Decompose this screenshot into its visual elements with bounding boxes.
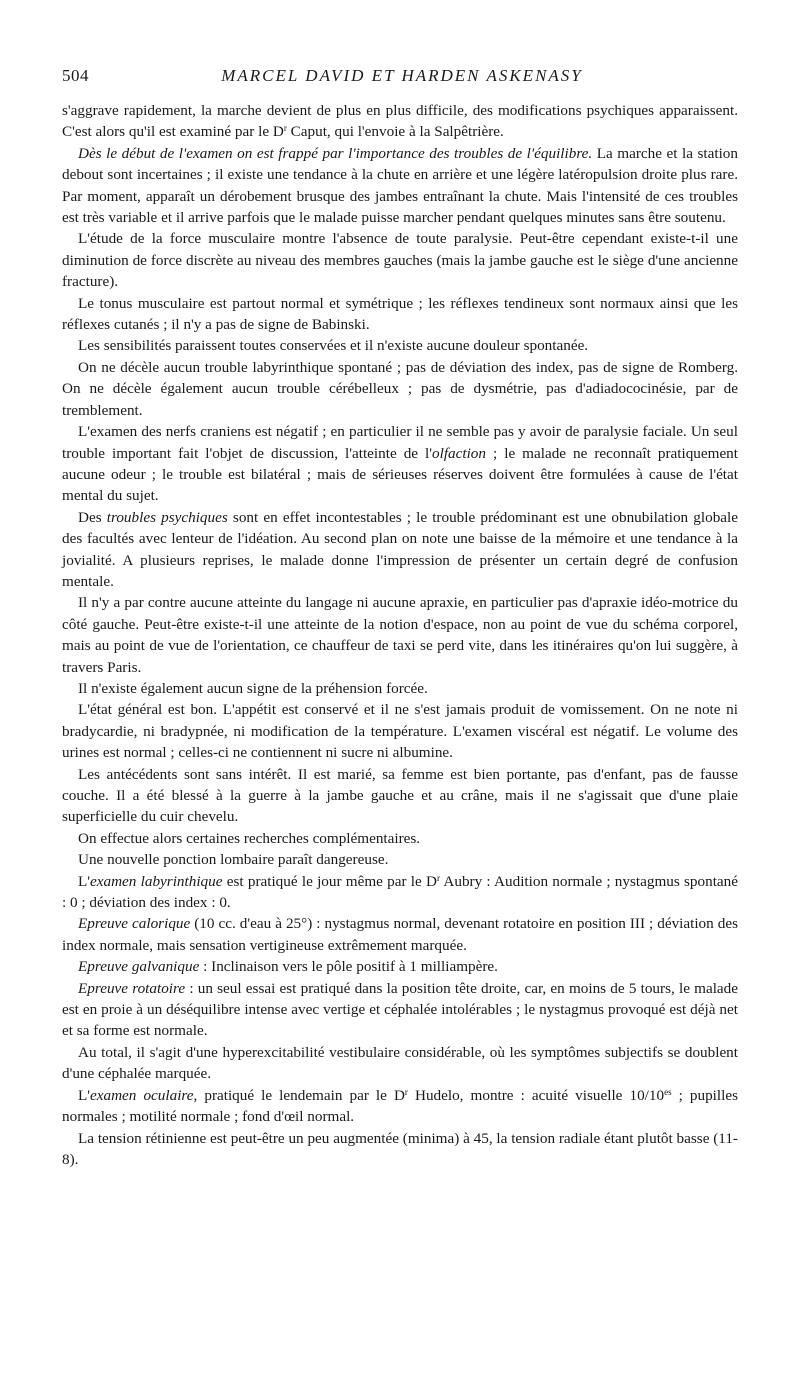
paragraph: Au total, il s'agit d'une hyperexcitabilité vestibulaire considérable, où les symptômes subjectifs se doublent d'une céphalée marquée. bbox=[62, 1043, 738, 1083]
paragraph: s'aggrave rapidement, la marche devient de plus en plus difficile, des modifications psychiques apparaissent. C'est alors qu'il est examiné par le $D^r$ Caput, qui l'envoie à la Salpêtrière. bbox=[62, 102, 738, 141]
paragraph: Une nouvelle ponction lombaire paraît dangereuse. bbox=[78, 851, 389, 869]
paragraph: Les sensibilités paraissent toutes conservées et il n'existe aucune douleur spontanée. bbox=[78, 337, 589, 355]
paragraph: L'étude de la force musculaire montre l'absence de toute paralysie. Peut-être cependant existe-t-il une diminution de force discrète au niveau des membres gauches (mais la jambe gauche est le siège d'une ancienne fracture). bbox=[62, 230, 738, 291]
page-number: 504 bbox=[62, 66, 89, 85]
paragraph: Le tonus musculaire est partout normal et symétrique ; les réflexes tendineux sont normaux ainsi que les réflexes cutanés ; il n'y a pas de signe de Babinski. bbox=[62, 294, 738, 334]
paragraph: La tension rétinienne est peut-être un peu augmentée (minima) à 45, la tension radiale étant plutôt basse (11-8). bbox=[62, 1129, 738, 1168]
paragraph: Il n'existe également aucun signe de la préhension forcée. bbox=[78, 679, 428, 697]
paragraph: On effectue alors certaines recherches complémentaires. bbox=[78, 829, 421, 847]
paragraph: On ne décèle aucun trouble labyrinthique spontané ; pas de déviation des index, pas de signe de Romberg. On ne décèle également aucun trouble cérébelleux ; pas de dysmétrie, pas d'adiadococinésie, par de tremblement. bbox=[62, 358, 738, 419]
running-head: MARCEL DAVID ET HARDEN ASKENASY bbox=[221, 66, 583, 85]
page-header bbox=[62, 66, 742, 90]
paragraph: L'état général est bon. L'appétit est conservé et il ne s'est jamais produit de vomissement. On ne note ni bradycardie, ni bradypnée, ni modification de la température. L'examen viscéral est négatif. Le volume des urines est normal ; celles-ci ne contiennent ni sucre ni albumine. bbox=[62, 701, 738, 762]
paragraph: L'examen des nerfs craniens est négatif ; en particulier il ne semble pas y avoir de paralysie faciale. Un seul trouble important fait l'objet de discussion, l'atteinte de l'olfaction ; le malade ne reconnaît pratiquement aucune odeur ; le trouble est bilatéral ; mais de sérieuses réserves doivent être formulées à cause de l'état mental du sujet. bbox=[62, 423, 738, 505]
paragraph: L'examen labyrinthique est pratiqué le jour même par le $D^r$ Aubry : Audition normale ; nystagmus spontané : 0 ; déviation des index : 0. bbox=[62, 872, 738, 912]
paragraph: Epreuve calorique (10 cc. d'eau à 25°) : nystagmus normal, devenant rotatoire en position III ; déviation des index normale, mais sensation vertigineuse extrêmement marquée. bbox=[62, 915, 738, 954]
paragraph: Dès le début de l'examen on est frappé par l'importance des troubles de l'équilibre. La marche et la station debout sont incertaines ; il existe une tendance à la chute en arrière et une légère latéropulsion droite plus rare. Par moment, apparaît un dérobement brusque des jambes entraînant la chute. Mais l'intensité de ces troubles est très variable et il arrive parfois que le malade puisse marcher pendant quelques minutes sans être soutenu. bbox=[62, 144, 738, 227]
paragraph: Epreuve galvanique : Inclinaison vers le pôle positif à 1 milliampère. bbox=[78, 958, 498, 976]
paragraph: Il n'y a par contre aucune atteinte du langage ni aucune apraxie, en particulier pas d'apraxie idéo-motrice du côté gauche. Peut-être existe-t-il une atteinte de la notion d'espace, non au point de vue du schéma corporel, mais au point de vue de l'orientation, ce chauffeur de taxi se perd vite, dans les itinéraires qu'on lui suggère, à travers Paris. bbox=[62, 594, 738, 676]
paragraph: L'examen oculaire, pratiqué le lendemain par le $D^r$ Hudelo, montre : acuité visuelle $10/10^{es}$ ; pupilles normales ; motilité normale ; fond d'œil normal. bbox=[62, 1086, 738, 1126]
paragraph: Des troubles psychiques sont en effet incontestables ; le trouble prédominant est une obnubilation globale des facultés avec lenteur de l'idéation. Au second plan on note une baisse de la mémoire et une tendance à la jovialité. A plusieurs reprises, le malade donne l'impression de présenter un certain degré de confusion mentale. bbox=[62, 508, 739, 590]
paragraph: Epreuve rotatoire : un seul essai est pratiqué dans la position tête droite, car, en moins de 5 tours, le malade est en proie à un déséquilibre intense avec vertige et céphalée intolérables ; le nystagmus provoqué est déjà net et sa forme est normale. bbox=[62, 979, 738, 1040]
body-text bbox=[62, 100, 738, 1170]
paragraph: Les antécédents sont sans intérêt. Il est marié, sa femme est bien portante, pas d'enfant, pas de fausse couche. Il a été blessé à la guerre à la jambe gauche et au crâne, mais il ne s'agissait que d'une plaie superficielle du cuir chevelu. bbox=[62, 765, 738, 826]
